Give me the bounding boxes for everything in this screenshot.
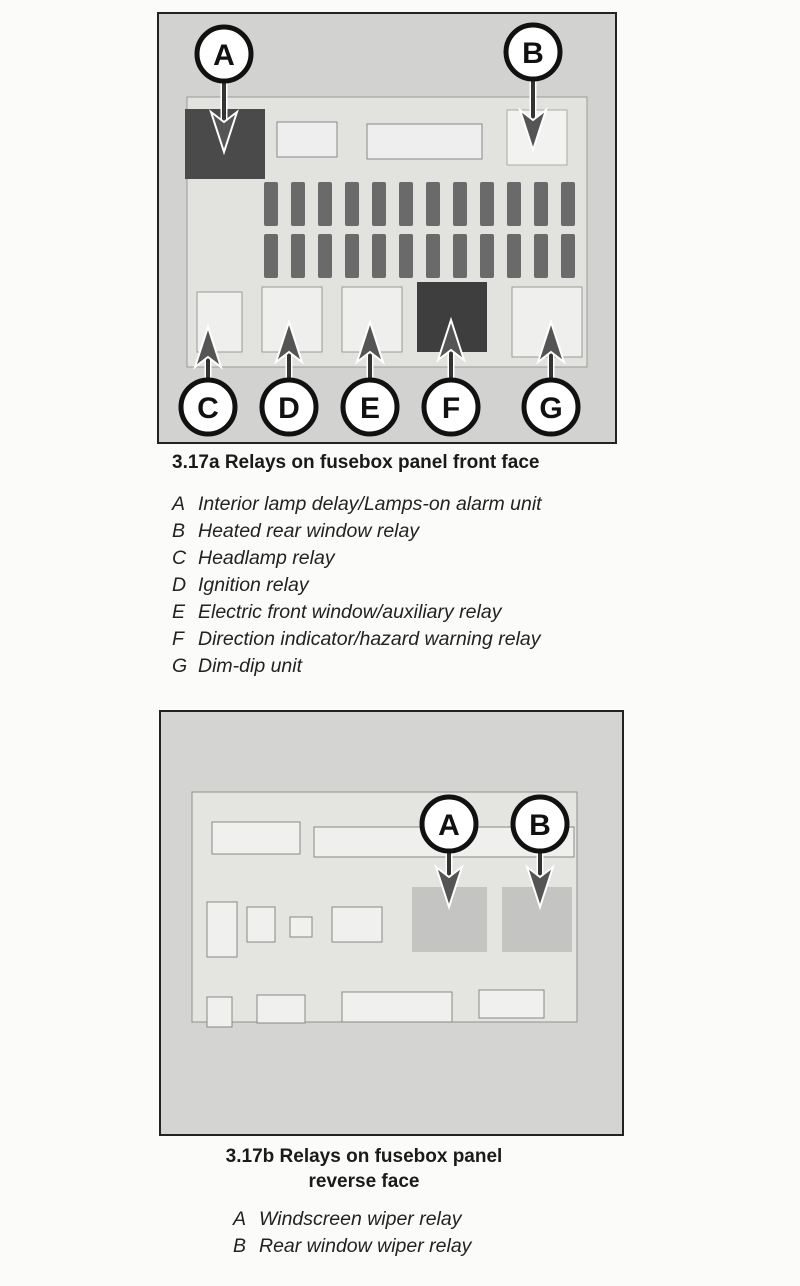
legend-item bbox=[233, 1206, 471, 1233]
fuse bbox=[318, 234, 332, 278]
legend-key: A bbox=[172, 493, 186, 515]
fuse bbox=[264, 182, 278, 226]
fuse bbox=[507, 234, 521, 278]
photo-fusebox-front-face bbox=[157, 12, 617, 444]
legend-item bbox=[172, 518, 542, 545]
fuse bbox=[291, 234, 305, 278]
figure-a-legend bbox=[172, 491, 542, 680]
fuse bbox=[345, 182, 359, 226]
fuse bbox=[453, 182, 467, 226]
legend-text: Electric front window/auxiliary relay bbox=[198, 601, 502, 623]
legend-text: Interior lamp delay/Lamps-on alarm unit bbox=[198, 493, 542, 515]
legend-item bbox=[172, 572, 542, 599]
fuse bbox=[264, 234, 278, 278]
fuse bbox=[534, 182, 548, 226]
fuse bbox=[426, 234, 440, 278]
legend-item bbox=[172, 599, 542, 626]
legend-text: Direction indicator/hazard warning relay bbox=[198, 628, 541, 650]
fuse bbox=[561, 182, 575, 226]
fuse bbox=[399, 182, 413, 226]
legend-item bbox=[172, 626, 542, 653]
legend-key: D bbox=[172, 574, 187, 596]
callout-label: E bbox=[359, 392, 381, 425]
legend-text: Dim-dip unit bbox=[198, 655, 303, 677]
legend-text: Windscreen wiper relay bbox=[259, 1208, 462, 1230]
legend-key: A bbox=[233, 1208, 247, 1230]
legend-key: C bbox=[172, 547, 187, 569]
fuse bbox=[318, 182, 332, 226]
legend-key: G bbox=[172, 655, 188, 677]
figure-b-caption bbox=[196, 1144, 532, 1194]
legend-text: Rear window wiper relay bbox=[259, 1235, 472, 1257]
callout-label: G bbox=[539, 392, 563, 425]
legend-item bbox=[172, 491, 542, 518]
fuse bbox=[507, 182, 521, 226]
fuse bbox=[291, 182, 305, 226]
legend-text: Headlamp relay bbox=[198, 547, 335, 569]
fuse bbox=[561, 234, 575, 278]
fuse bbox=[372, 234, 386, 278]
legend-text: Ignition relay bbox=[198, 574, 309, 596]
photo-fusebox-reverse-face bbox=[159, 710, 624, 1136]
fuse bbox=[453, 234, 467, 278]
fuse bbox=[399, 234, 413, 278]
fuse bbox=[480, 182, 494, 226]
figure-b-caption-line2: reverse face bbox=[308, 1171, 420, 1192]
legend-key: B bbox=[172, 520, 186, 542]
callout-label: B bbox=[522, 37, 544, 70]
figure-a-caption: 3.17a Relays on fusebox panel front face bbox=[172, 452, 540, 473]
fuse bbox=[534, 234, 548, 278]
legend-key: E bbox=[172, 601, 186, 623]
fuse bbox=[345, 234, 359, 278]
legend-item bbox=[172, 653, 542, 680]
fusebox-front-illustration bbox=[159, 14, 615, 442]
figure-b-caption-line1: 3.17b Relays on fusebox panel bbox=[225, 1146, 503, 1167]
callout-label: A bbox=[213, 39, 235, 72]
legend-text: Heated rear window relay bbox=[198, 520, 420, 542]
fuse bbox=[480, 234, 494, 278]
callout-label: A bbox=[438, 809, 460, 842]
fuse bbox=[372, 182, 386, 226]
fuse bbox=[426, 182, 440, 226]
legend-item bbox=[233, 1233, 471, 1260]
callout-label: F bbox=[441, 392, 461, 425]
callout-label: C bbox=[197, 392, 219, 425]
fusebox-reverse-illustration bbox=[161, 712, 622, 1134]
legend-key: F bbox=[172, 628, 184, 650]
callout-label: B bbox=[529, 809, 551, 842]
figure-b-legend bbox=[233, 1206, 471, 1260]
legend-item bbox=[172, 545, 542, 572]
callout-label: D bbox=[278, 392, 300, 425]
legend-key: B bbox=[233, 1235, 247, 1257]
